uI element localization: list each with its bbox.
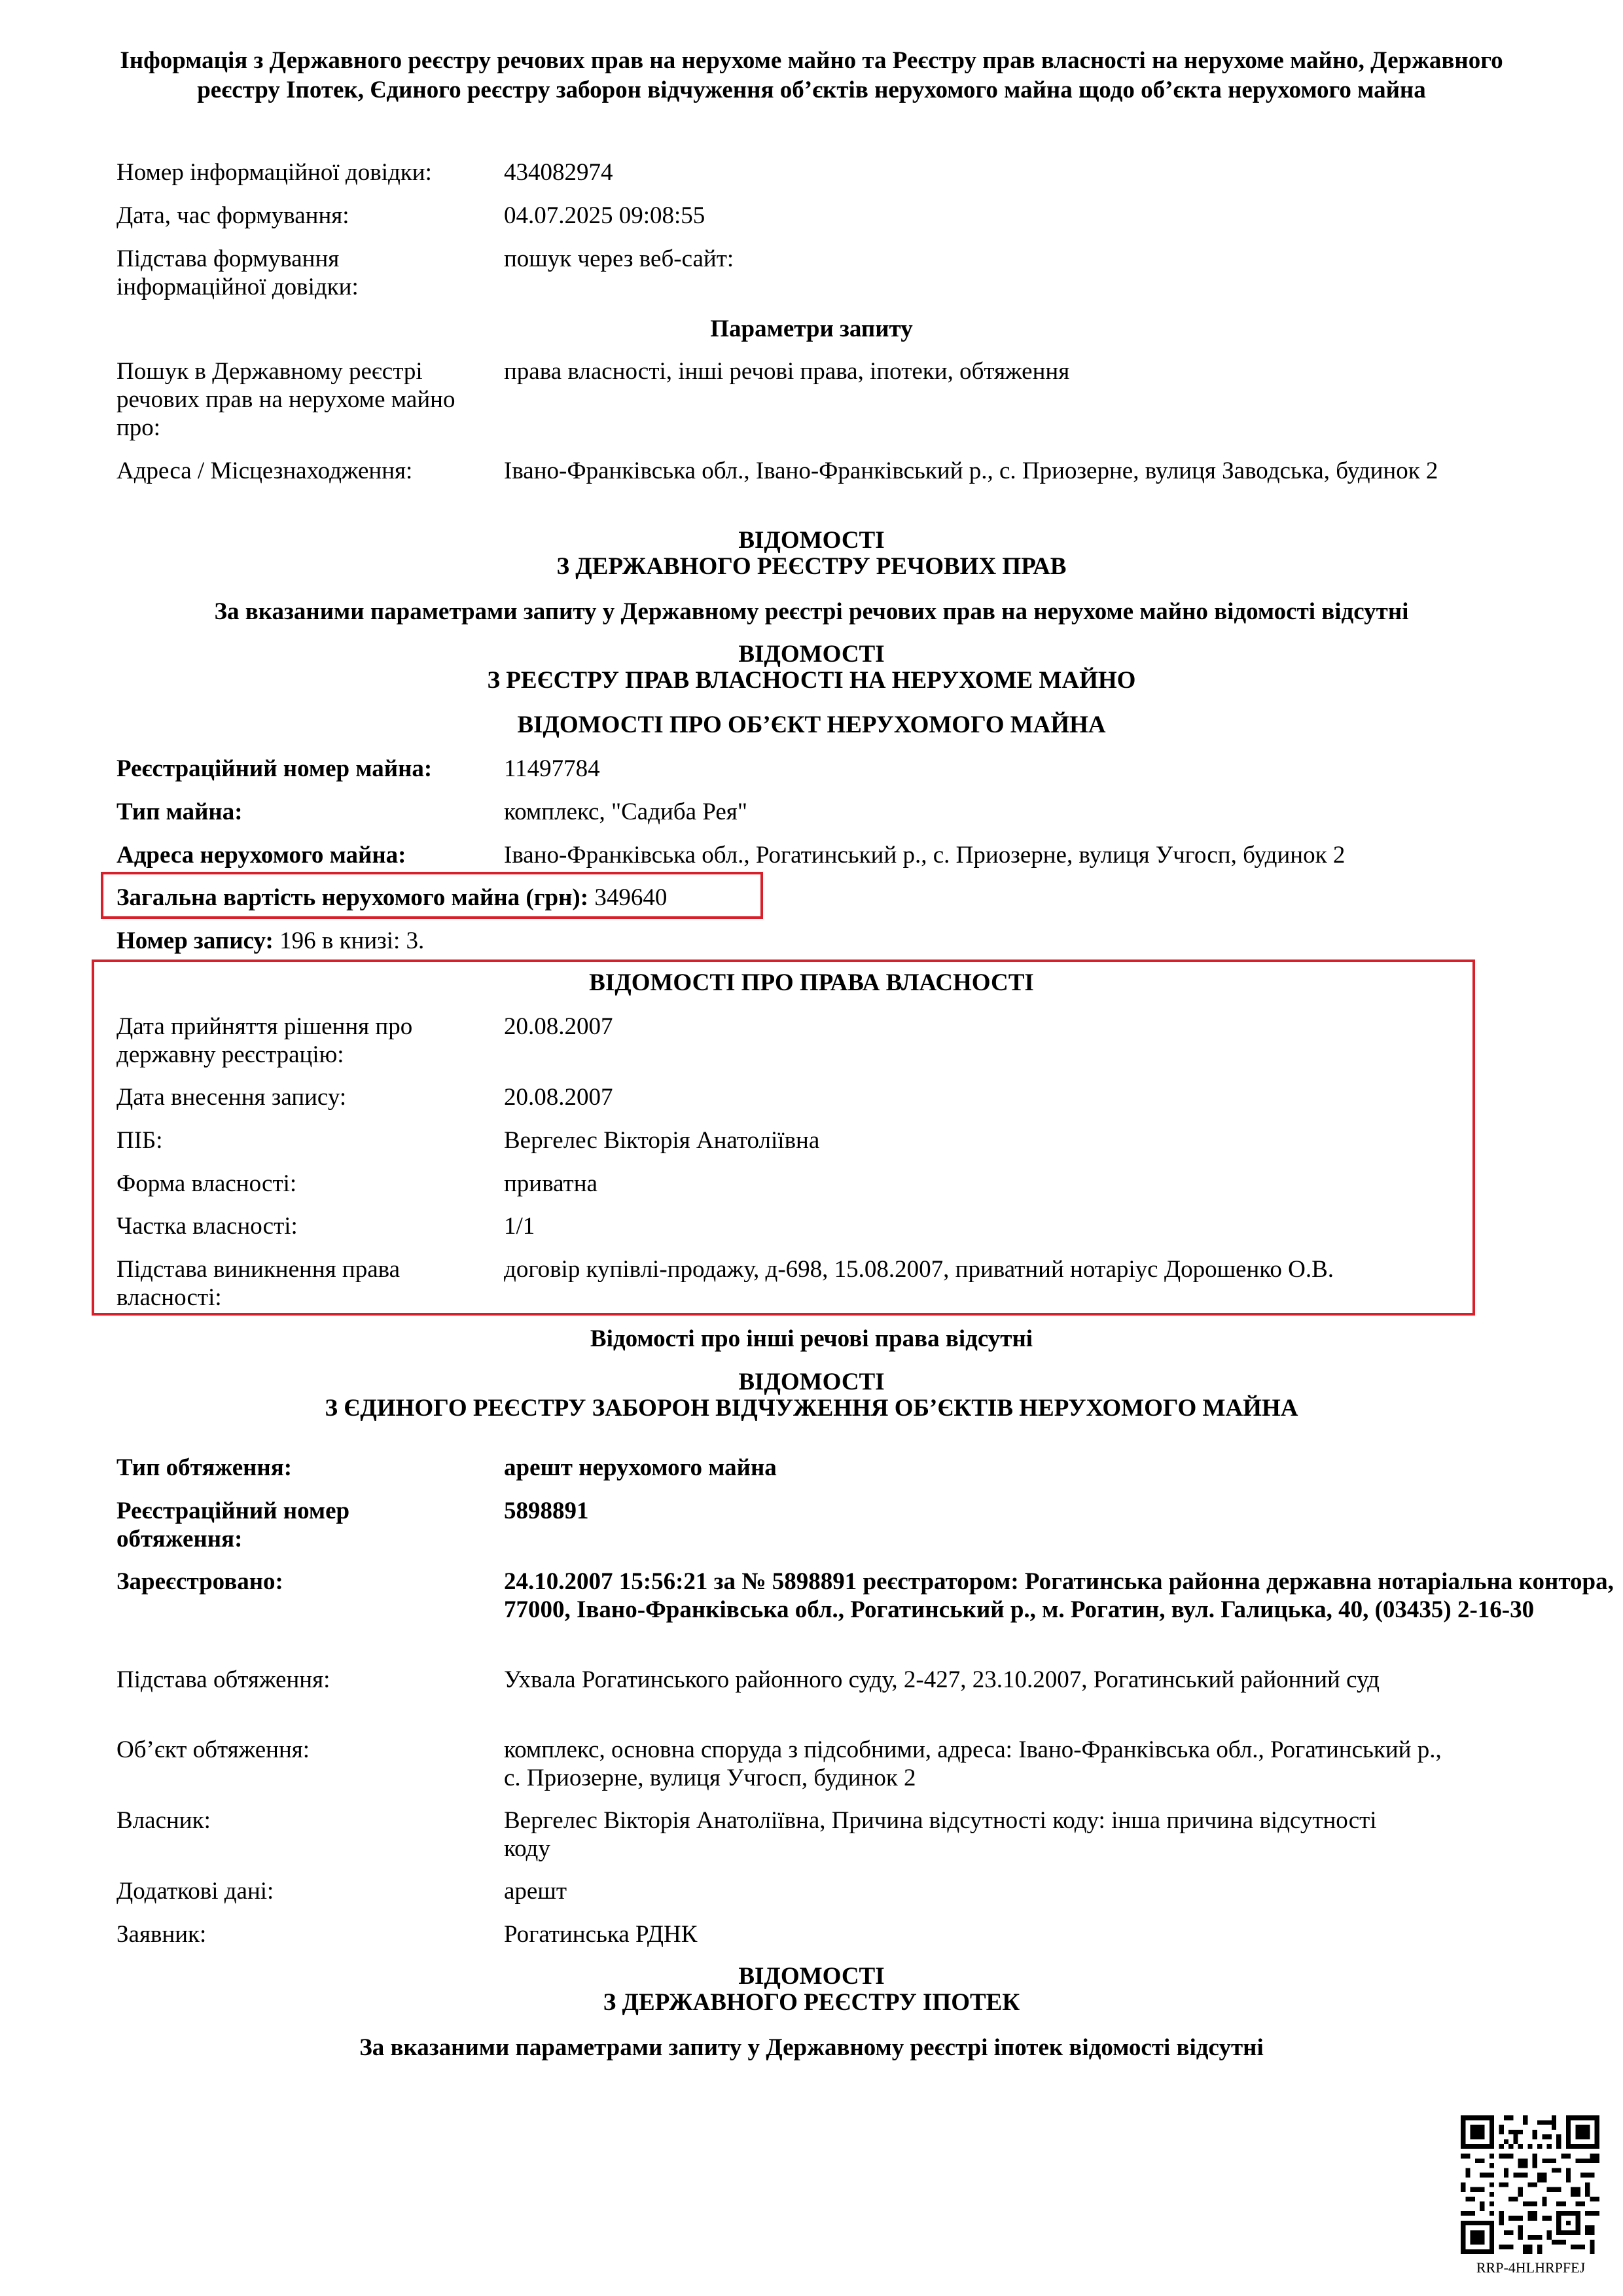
qr-code-text: RRP-4HLHRPFEJ (1476, 2259, 1586, 2276)
sec3-heading-1: ВІДОМОСТІ (738, 1369, 885, 1395)
sec2-heading-3: ВІДОМОСТІ ПРО ОБ’ЄКТ НЕРУХОМОГО МАЙНА (517, 711, 1106, 738)
document-title: Інформація з Державного реєстру речових прав на нерухоме майно та Реєстру прав власності на нерухоме майно, Державного реєстру Іпотек, Єдиного реєстру заборон відчуження об’єктів нерухомого майна щодо об’єкта нерухомого майна (120, 47, 1503, 103)
ownership-form-label: Форма власності: (116, 1170, 297, 1197)
enc-registered-label: Зареєстровано: (116, 1568, 283, 1595)
property-record-row (116, 927, 424, 955)
params-search-value: права власності, інші речові права, іпотеки, обтяження (504, 358, 1070, 385)
sec1-heading-2: З ДЕРЖАВНОГО РЕЄСТРУ РЕЧОВИХ ПРАВ (556, 553, 1067, 580)
property-type-label: Тип майна: (116, 798, 243, 825)
ownership-entry-date-label: Дата внесення запису: (116, 1084, 347, 1111)
ownership-share-value: 1/1 (504, 1213, 535, 1240)
enc-basis-label: Підстава обтяження: (116, 1666, 330, 1693)
enc-reg-label: Реєстраційний номер обтяження: (116, 1498, 350, 1552)
ownership-basis-value: договір купівлі-продажу, д-698, 15.08.2007, приватний нотаріус Дорошенко О.В. (504, 1256, 1334, 1283)
sec1-note: За вказаними параметрами запиту у Державному реєстрі речових прав на нерухоме майно відомості відсутні (214, 598, 1409, 625)
sec2-heading-1: ВІДОМОСТІ (738, 641, 885, 668)
other-rights-note: Відомості про інші речові права відсутні (590, 1325, 1033, 1352)
info-datetime-label: Дата, час формування: (116, 202, 349, 229)
ownership-decision-date-label: Дата прийняття рішення про державну реєстрацію: (116, 1013, 413, 1068)
info-ref-number-label: Номер інформаційної довідки: (116, 159, 432, 186)
property-cost-label: Загальна вартість нерухомого майна (грн): (116, 884, 589, 911)
params-address-value: Івано-Франківська обл., Івано-Франківський р., с. Приозерне, вулиця Заводська, будинок 2 (504, 457, 1438, 484)
enc-type-value: арешт нерухомого майна (504, 1454, 777, 1481)
enc-extra-value: арешт (504, 1878, 567, 1905)
ownership-share-label: Частка власності: (116, 1213, 298, 1240)
enc-applicant-value: Рогатинська РДНК (504, 1921, 698, 1948)
qr-code-icon (1461, 2115, 1599, 2254)
enc-object-label: Об’єкт обтяження: (116, 1736, 310, 1763)
enc-object-value: комплекс, основна споруда з підсобними, адреса: Івано-Франківська обл., Рогатинський р., с. Приозерне, вулиця Учгосп, будинок 2 (504, 1736, 1442, 1791)
params-search-label: Пошук в Державному реєстрі речових прав на нерухоме майно про: (116, 358, 455, 441)
sec4-heading-2: З ДЕРЖАВНОГО РЕЄСТРУ ІПОТЕК (603, 1989, 1020, 2016)
enc-basis-value: Ухвала Рогатинського районного суду, 2-427, 23.10.2007, Рогатинський районний суд (504, 1666, 1380, 1693)
property-cost-value: 349640 (594, 884, 668, 911)
enc-owner-label: Власник: (116, 1807, 211, 1834)
enc-reg-value: 5898891 (504, 1498, 589, 1524)
info-basis-label: Підстава формування інформаційної довідки: (116, 245, 359, 300)
property-address-label: Адреса нерухомого майна: (116, 842, 406, 869)
enc-registered-value: 24.10.2007 15:56:21 за № 5898891 реєстратором: Рогатинська районна державна нотаріальна контора, 77000, Івано-Франківська обл., Рогатинський р., м. Рогатин, вул. Галицька, 40, (03435) 2-16-30 (504, 1568, 1614, 1623)
info-ref-number-value: 434082974 (504, 159, 613, 186)
ownership-name-value: Вергелес Вікторія Анатоліївна (504, 1127, 820, 1154)
enc-type-label: Тип обтяження: (116, 1454, 293, 1481)
enc-applicant-label: Заявник: (116, 1921, 207, 1948)
sec2-heading-2: З РЕЄСТРУ ПРАВ ВЛАСНОСТІ НА НЕРУХОМЕ МАЙНО (487, 667, 1136, 694)
property-reg-number-value: 11497784 (504, 755, 600, 782)
params-address-label: Адреса / Місцезнаходження: (116, 457, 413, 484)
sec1-heading-1: ВІДОМОСТІ (738, 527, 885, 554)
info-datetime-value: 04.07.2025 09:08:55 (504, 202, 705, 229)
sec3-heading-2: З ЄДИНОГО РЕЄСТРУ ЗАБОРОН ВІДЧУЖЕННЯ ОБ’ЄКТІВ НЕРУХОМОГО МАЙНА (325, 1395, 1298, 1422)
ownership-decision-date-value: 20.08.2007 (504, 1013, 613, 1040)
property-type-value: комплекс, "Садиба Рея" (504, 798, 747, 825)
property-cost-row (116, 884, 667, 912)
property-record-value: 196 в книзі: 3. (279, 927, 425, 954)
enc-owner-value: Вергелес Вікторія Анатоліївна, Причина відсутності коду: інша причина відсутності коду (504, 1807, 1377, 1862)
params-heading: Параметри запиту (710, 315, 913, 342)
info-basis-value: пошук через веб-сайт: (504, 245, 734, 272)
property-record-label: Номер запису: (116, 927, 274, 954)
sec4-heading-1: ВІДОМОСТІ (738, 1963, 885, 1990)
sec4-note: За вказаними параметрами запиту у Державному реєстрі іпотек відомості відсутні (359, 2034, 1264, 2061)
ownership-basis-label: Підстава виникнення права власності: (116, 1256, 401, 1311)
ownership-heading: ВІДОМОСТІ ПРО ПРАВА ВЛАСНОСТІ (589, 969, 1034, 996)
property-address-value: Івано-Франківська обл., Рогатинський р., с. Приозерне, вулиця Учгосп, будинок 2 (504, 842, 1346, 869)
ownership-entry-date-value: 20.08.2007 (504, 1084, 613, 1111)
ownership-form-value: приватна (504, 1170, 597, 1197)
enc-extra-label: Додаткові дані: (116, 1878, 274, 1905)
ownership-name-label: ПІБ: (116, 1127, 163, 1154)
property-reg-number-label: Реєстраційний номер майна: (116, 755, 433, 782)
